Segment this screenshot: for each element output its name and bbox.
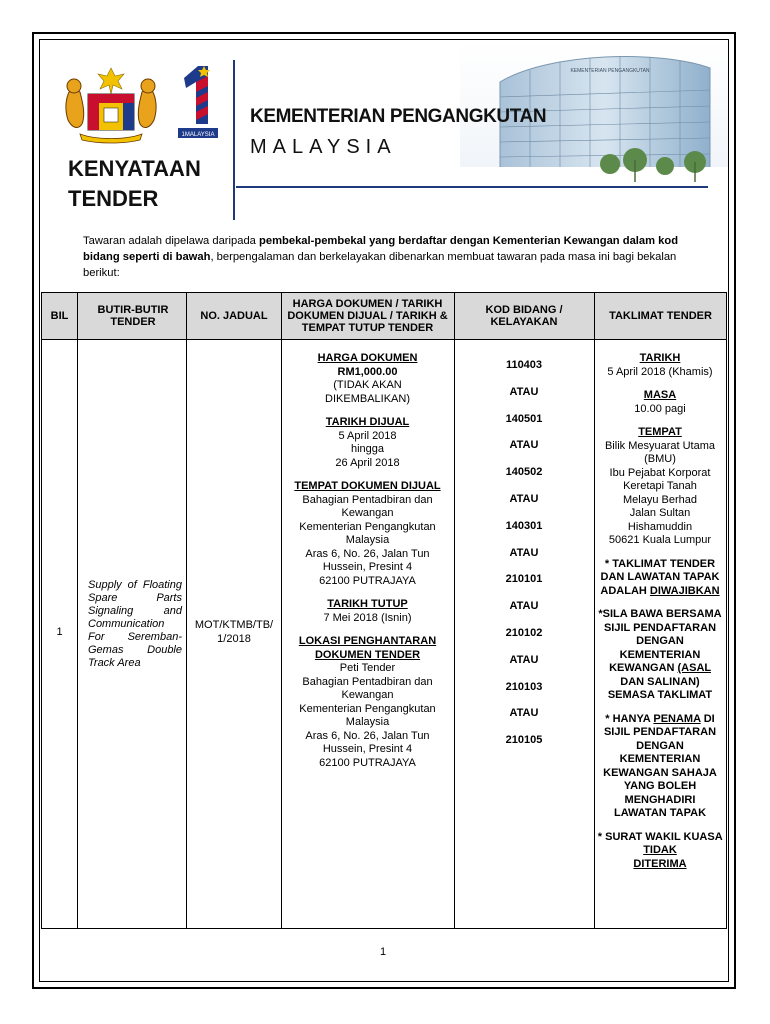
intro-text-2: , berpengalaman dan berkelayakan dibenarkan membuat tawaran pada masa ini bagi bekalan berikut: xyxy=(83,251,677,279)
note-1-text: * TAKLIMAT TENDER DAN LAWATAN TAPAK ADALAH xyxy=(600,557,720,597)
page-number: 1 xyxy=(380,946,387,958)
tender-table xyxy=(41,292,727,929)
tempat-line: 62100 PUTRAJAYA xyxy=(319,574,416,587)
tempat-line: Kewangan xyxy=(341,507,394,519)
header-jadual: NO. JADUAL xyxy=(200,310,268,322)
taklimat-tarikh-label: TARIKH xyxy=(639,352,681,364)
heading-line-1: KENYATAAN xyxy=(68,156,201,181)
note-3-text: * HANYA xyxy=(605,712,654,725)
taklimat-tempat-line: Melayu Berhad xyxy=(623,493,697,506)
harga-note-2: DIKEMBALIKAN) xyxy=(325,392,410,405)
kod-item: 140501 xyxy=(505,412,543,425)
taklimat-tarikh-value: 5 April 2018 (Khamis) xyxy=(607,365,713,378)
harga-value: RM1,000.00 xyxy=(337,365,398,378)
header-butir: BUTIR-BUTIR TENDER xyxy=(97,304,169,328)
lokasi-line: Kewangan xyxy=(341,689,394,701)
heading-line-2: TENDER xyxy=(68,186,159,211)
taklimat-tempat-label: TEMPAT xyxy=(638,426,682,438)
header-divider-vertical xyxy=(233,60,235,220)
tutup-label: TARIKH TUTUP xyxy=(327,598,408,610)
harga-label: HARGA DOKUMEN xyxy=(317,352,418,364)
taklimat-tempat-line: Bilik Mesyuarat Utama xyxy=(604,439,716,452)
tempat-line: Aras 6, No. 26, Jalan Tun xyxy=(305,547,430,560)
note-2-underline: (ASAL xyxy=(677,662,711,674)
kod-item: ATAU xyxy=(509,546,539,559)
kod-item: ATAU xyxy=(509,707,539,720)
lokasi-label-1: LOKASI PENGHANTARAN xyxy=(298,635,437,647)
tempat-dijual-label: TEMPAT DOKUMEN DIJUAL xyxy=(294,480,441,492)
taklimat-note-1 xyxy=(597,558,723,599)
col-border xyxy=(186,292,187,929)
lokasi-line: Hussein, Presint 4 xyxy=(322,743,413,755)
note-4-underline-2: DITERIMA xyxy=(633,857,687,870)
dijual-label: TARIKH DIJUAL xyxy=(325,416,410,428)
header-kod: KOD BIDANG / KELAYAKAN xyxy=(485,304,563,328)
tempat-line: Malaysia xyxy=(345,534,390,546)
coat-of-arms-logo xyxy=(52,64,170,144)
kod-item: 210103 xyxy=(505,680,543,693)
intro-text-1: Tawaran adalah dipelawa daripada xyxy=(83,235,260,247)
kod-item: 140502 xyxy=(505,466,543,479)
header-bil: BIL xyxy=(50,310,69,322)
cell-bil: 1 xyxy=(56,626,63,638)
kod-item: 210101 xyxy=(505,573,543,586)
note-3-underline: PENAMA xyxy=(653,712,701,725)
kod-item: ATAU xyxy=(509,439,539,452)
tempat-line: Bahagian Pentadbiran dan xyxy=(302,493,433,506)
note-3-text-end: DI SIJIL PENDAFTARAN DENGAN KEMENTERIAN KEWANGAN SAHAJA YANG BOLEH MENGHADIRI LAWATAN TAPAK xyxy=(603,712,717,819)
col-border xyxy=(594,292,595,929)
header-taklimat: TAKLIMAT TENDER xyxy=(609,310,712,322)
cell-butir: Supply of Floating Spare Parts Signaling and Communication For Seremban-Gemas Double Track Area xyxy=(88,579,182,669)
kod-item: ATAU xyxy=(509,600,539,613)
taklimat-note-3 xyxy=(597,713,723,821)
dijual-to: 26 April 2018 xyxy=(335,456,400,469)
kod-item: 140301 xyxy=(505,519,543,532)
col-border xyxy=(77,292,78,929)
taklimat-tempat-line: (BMU) xyxy=(644,453,676,465)
1malaysia-logo-text: 1MALAYSIA xyxy=(181,132,215,138)
kod-item: ATAU xyxy=(509,385,539,398)
note-1-underline: DIWAJIBKAN xyxy=(649,584,720,597)
taklimat-tempat-line: Jalan Sultan xyxy=(629,507,691,519)
cell-harga xyxy=(285,352,450,770)
ministry-subtitle: MALAYSIA xyxy=(250,136,397,158)
lokasi-line: Peti Tender xyxy=(339,662,396,674)
kod-item: 210105 xyxy=(505,734,543,747)
taklimat-masa-value: 10.00 pagi xyxy=(634,402,686,415)
note-2-text-end: DAN SALINAN) SEMASA TAKLIMAT xyxy=(607,675,713,701)
table-bottom-border xyxy=(41,928,727,929)
intro-text-bold: pembekal-pembekal yang berdaftar dengan Kementerian Kewangan dalam kod bidang seperti di bawah xyxy=(83,235,679,263)
taklimat-note-2 xyxy=(597,608,723,703)
note-2-text: *SILA BAWA BERSAMA SIJIL PENDAFTARAN DENGAN KEMENTERIAN KEWANGAN xyxy=(598,608,722,674)
cell-taklimat xyxy=(597,352,723,871)
cell-jadual: MOT/KTMB/TB/ 1/2018 xyxy=(194,619,274,645)
dijual-from: 5 April 2018 xyxy=(338,429,397,442)
col-border xyxy=(454,292,455,929)
col-border xyxy=(41,292,42,929)
header-divider-horizontal xyxy=(236,186,708,188)
taklimat-tempat-line: 50621 Kuala Lumpur xyxy=(608,534,712,546)
lokasi-label-2: DOKUMEN TENDER xyxy=(314,648,421,661)
harga-note-1: (TIDAK AKAN xyxy=(333,379,402,391)
lokasi-line: Malaysia xyxy=(345,716,390,728)
1malaysia-logo xyxy=(174,62,222,142)
col-border xyxy=(281,292,282,929)
ministry-title: KEMENTERIAN PENGANGKUTAN xyxy=(250,106,547,127)
taklimat-note-4 xyxy=(597,831,723,872)
kod-item: ATAU xyxy=(509,492,539,505)
note-4-underline: TIDAK xyxy=(643,844,677,856)
kod-item: 110403 xyxy=(505,359,543,371)
lokasi-line: Bahagian Pentadbiran dan xyxy=(302,675,433,688)
building-sign-text: KEMENTERIAN PENGANGKUTAN xyxy=(570,68,650,74)
kod-item: 210102 xyxy=(505,626,543,639)
taklimat-tempat-line: Keretapi Tanah xyxy=(623,480,697,492)
tutup-value: 7 Mei 2018 (Isnin) xyxy=(323,611,412,624)
lokasi-line: Aras 6, No. 26, Jalan Tun xyxy=(305,729,430,742)
col-border xyxy=(726,292,727,929)
taklimat-tempat-line: Hishamuddin xyxy=(627,520,693,533)
dijual-hingga: hingga xyxy=(350,443,385,455)
tempat-line: Hussein, Presint 4 xyxy=(322,561,413,573)
taklimat-masa-label: MASA xyxy=(643,389,677,401)
header-harga: HARGA DOKUMEN / TARIKH DOKUMEN DIJUAL / TARIKH & TEMPAT TUTUP TENDER xyxy=(287,298,448,334)
kod-item: ATAU xyxy=(509,653,539,666)
tempat-line: Kementerian Pengangkutan xyxy=(299,520,436,533)
document-heading xyxy=(68,154,201,214)
lokasi-line: Kementerian Pengangkutan xyxy=(299,702,436,715)
note-4-text: * SURAT WAKIL KUASA xyxy=(597,830,723,843)
intro-paragraph xyxy=(83,233,703,281)
lokasi-line: 62100 PUTRAJAYA xyxy=(319,756,416,769)
taklimat-tempat-line: Ibu Pejabat Korporat xyxy=(609,466,711,479)
cell-kod xyxy=(461,352,587,754)
